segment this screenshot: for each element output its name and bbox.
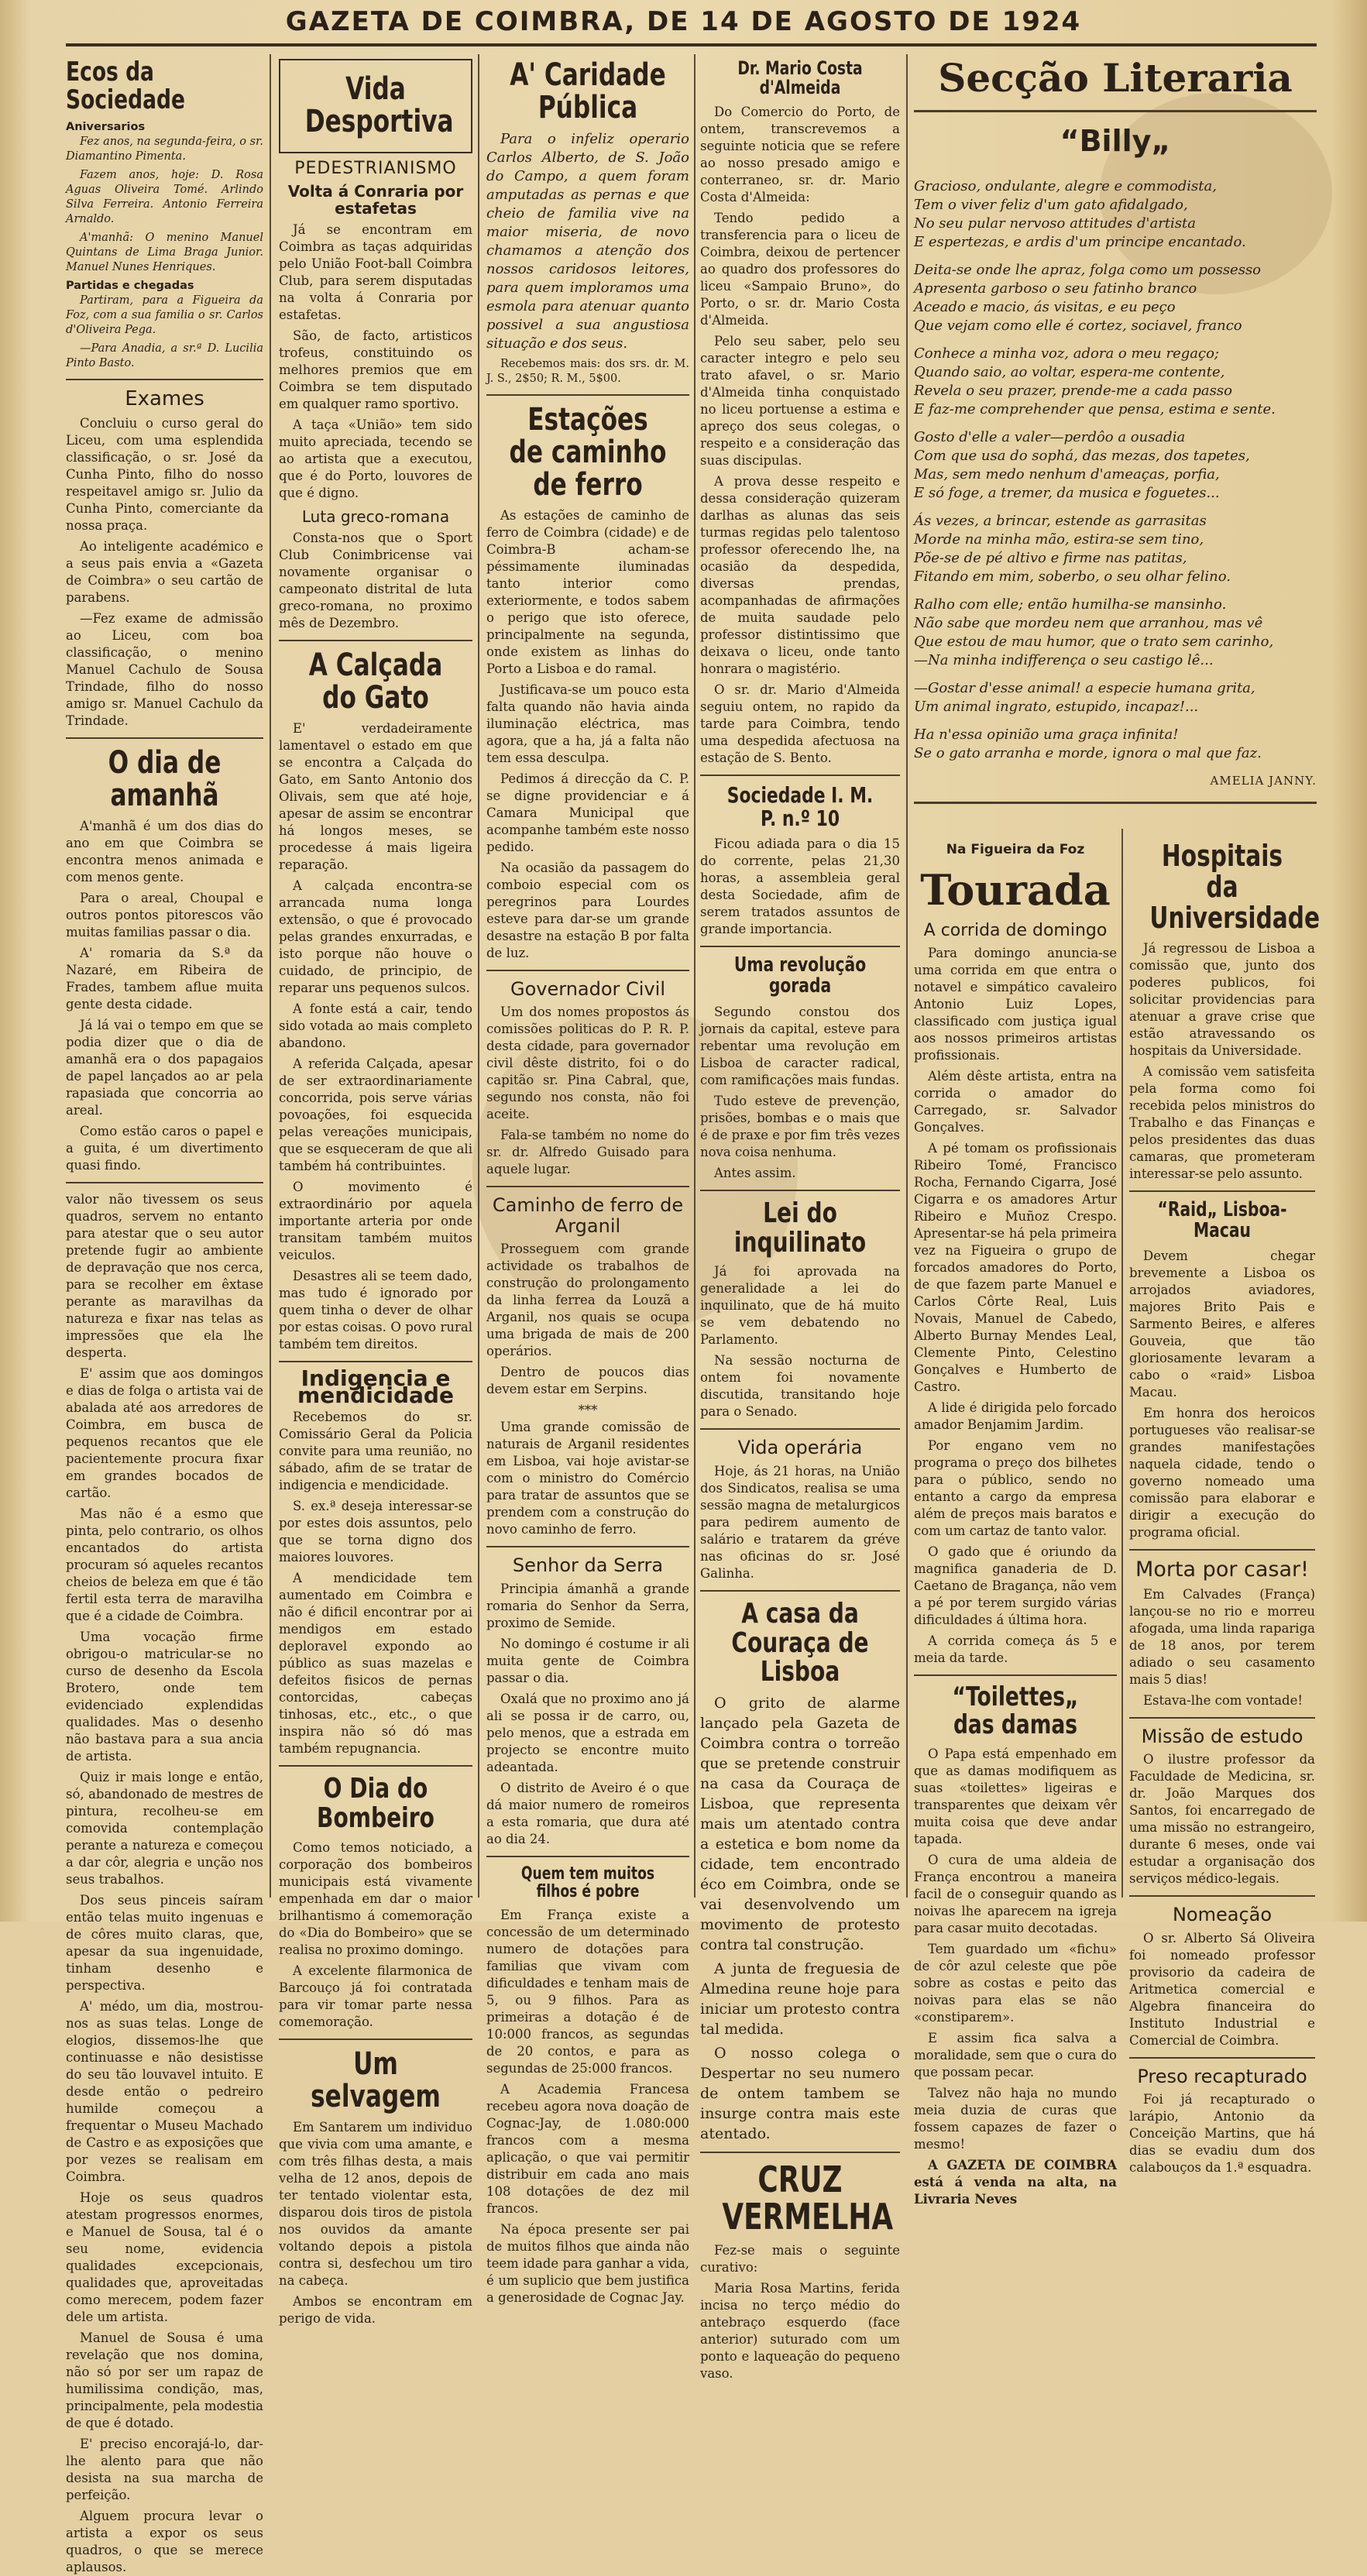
literary-section [914,54,1317,829]
divider [486,1186,689,1187]
paragraph: Para domingo anuncia-se uma corrida em que entra o notavel e simpático cavaleiro Antonio Luiz Lopes, classificado com justiça igual aos nossos primeiros artistas profissionais. [914,946,1117,1063]
paragraph: A excelente filarmonica de Barcouço já foi contratada para vir tomar parte nessa comemoração. [279,1963,472,2029]
headline-casa-couraca: A casa da Couraça de Lisboa [731,1597,869,1688]
paragraph: A prova desse respeito e dessa consideração quizeram darlhas as alunas das seis turmas regidas pelo talentoso professor oferecendo lhe, na ocasião da despedida, diversas prendas, acompanhadas de afirmações de muita saudade pelo professor distintissimo que deixava o liceu, onde tanto honrara o magistério. [700,474,900,677]
section-title-vida-desportiva: Vida Desportiva [304,71,454,139]
paragraph: A junta de freguesia de Almedina reune hoje para iniciar um protesto contra tal medida. [700,1960,900,2038]
headline-dia-bombeiro: O Dia do Bombeiro [317,1773,434,1834]
dateline-figueira: Na Figueira da Foz [946,842,1085,857]
headline-morta: Morta por casar! [1135,1558,1309,1582]
paragraph: Recebemos do sr. Comissário Geral da Policia convite para uma reunião, no sábado, afim de se tratar de indigencia e mendicidade. [279,1410,472,1493]
paragraph: A pé tomam os profissionais Ribeiro Tomé, Francisco Rocha, Fernando Cigarra, José Cigarra e os amadores Artur Ribeiro e Muñoz Crespo. Apresentar-se há pela primeira vez na Figueira o grupo de forcados amadores do Porto, de que fazem parte Manuel e Carlos Côrte Real, Luis Novais, Manuel de Cabedo, Alberto Burnay Mendes Leal, Clemente Pinto, Celestino Gonçalves e Humberto de Castro. [914,1141,1117,1395]
paragraph: Em Santarem um individuo que vivia com uma amante, e com três filhas desta, a mais velha de 12 anos, depois de ter tentado violentar esta, disparou dois tiros de pistola nos ouvidos da amante voltando depois a pistola contra si, desfechou um tiro na cabeça. [279,2119,472,2288]
headline-raid: “Raid„ Lisboa-Macau [1157,1197,1287,1242]
poem-line: —Gostar d'esse animal! a especie humana grita, [914,680,1255,696]
paragraph: O sr. dr. Mario d'Almeida seguiu ontem, no rapido da tarde para Coimbra, tendo uma despedida afectuosa na estação de S. Bento. [700,682,900,766]
column-divider [1121,829,1123,1898]
separator-stars: *** [578,1403,598,1418]
headline-missao: Missão de estudo [1141,1725,1303,1747]
paragraph: A lide é dirigida pelo forcado amador Benjamim Jardim. [914,1400,1117,1433]
headline-vida-operaria: Vida operária [737,1437,863,1459]
paragraph: O ilustre professor da Faculdade de Medicina, sr. dr. João Marques dos Santos, foi encarregado de uma missão no estrangeiro, durante 6 meses, onde vai estudar a organisação dos serviços médico-legais. [1129,1752,1315,1887]
paragraph: A mendicidade tem aumentado em Coimbra e não é dificil encontrar por ai mendigos em estado deploravel expondo ao público as suas mazelas e defeitos fisicos de pernas contorcidas, cabeças tinhosas, etc., etc., o que inspira não só dó mas também repugnancia. [279,1571,472,1757]
poem-line: Fitando em mim, soberbo, o seu olhar felino. [914,568,1231,585]
headline-luta: Luta greco-romana [301,507,450,527]
paragraph: Antes assim. [714,1165,796,1180]
subhead-aniversarios: Aniversarios [66,121,146,134]
paragraph: E assim fica salva a moralidade, sem que o cura do que possam pecar. [914,2030,1117,2080]
paragraph: Ao inteligente académico e a seus pais envia a «Gazeta de Coimbra» o seu cartão de parabens. [66,538,263,605]
paragraph: Por engano vem no programa o preço dos bilhetes para o público, sendo no entanto a cargo da empresa além de preços mais baratos e com um cartaz de tanto valor. [914,1438,1117,1539]
poem-stanza [914,596,1317,670]
divider [1129,1549,1315,1551]
headline-caridade: A' Caridade Pública [510,57,666,125]
paragraph: Para o infeliz operario Carlos Alberto, de S. João do Campo, a quem foram amputadas as pernas e que cheio de familia vive na maior miseria, de novo chamamos a atenção dos nossos caridosos leitores, para quem imploramos uma esmola para atenuar quanto possivel a sua angustiosa situação e dos seus. [486,131,689,352]
paragraph: Como temos noticiado, a corporação dos bombeiros municipais está vivamente empenhada em dar o maior brilhantismo á comemoração do «Dia do Bombeiro» que se realisa no proximo domingo. [279,1839,472,1957]
paragraph: Fazem anos, hoje: D. Rosa Aguas Oliveira Tomé. Arlindo Silva Ferreira. Antonio Ferreira Arnaldo. [66,169,263,226]
headline-hospitais: Hospitais da Universidade [1149,839,1321,935]
paragraph: O grito de alarme lançado pela Gazeta de Coimbra contra o torreão que se pretende construir na casa da Couraça de Lisboa, que representa mais um atentado contra a estetica e bom nome da cidade, tem encontrado éco em Coimbra, onde se vai desenvolvendo um movimento de protesto contra tal construção. [700,1695,900,1954]
subhead-partidas: Partidas e chegadas [66,280,194,293]
poem-line: Gosto d'elle a valer—perdôo a ousadia [914,429,1186,445]
paragraph: A'manhã: O menino Manuel Quintans de Lima Braga Junior. Manuel Nunes Henriques. [66,232,263,274]
section-box-vida-desportiva [279,59,472,153]
paragraph: Hoje os seus quadros atestam progressos enormes, e Manuel de Sousa, tal é o seu nome, evidencia qualidades excepcionais, qualidades que, aproveitadas como merecem, podem fazer dele um artista. [66,2190,263,2324]
poem-line: Com que usa do sophá, das mezas, dos tapetes, [914,448,1250,464]
paragraph: O distrito de Aveiro é o que dá maior numero de romeiros a esta romaria, que dura até ao dia 24. [486,1780,689,1846]
divider [486,394,689,396]
paragraph: A fonte está a cair, tendo sido votada ao mais completo abandono. [279,1001,472,1051]
divider [279,1361,472,1362]
paragraph: Segundo constou dos jornais da capital, esteve para rebentar uma revolução em Lisboa de caracter radical, com ramificações mais fundas. [700,1004,900,1087]
divider [279,2038,472,2040]
paragraph: A corrida começa ás 5 e meia da tarde. [914,1633,1117,1666]
paragraph: Alguem procura levar o artista a expor os seus quadros, o que se merece aplausos. [66,2508,263,2574]
column-6 [1129,836,1321,2176]
poem-stanza [914,345,1317,419]
paragraph: A comissão vem satisfeita pela forma como foi recebida pelos ministros do Trabalho e das Finanças e pelos presidentes das duas camaras, que prometeram interessar-se pelo assunto. [1129,1063,1315,1181]
paragraph: A Academia Francesa recebeu agora nova doação de Cognac-Jay, de 1.080:000 francos com a mesma aplicação, o que vai permitir distribuir em cada ano mais 108 dotações de dez mil francos. [486,2081,689,2216]
paragraph: Além dêste artista, entra na corrida o amador do Carregado, sr. Salvador Gonçalves. [914,1069,1117,1135]
headline-arganil: Caminho de ferro de Arganil [492,1194,684,1237]
paragraph: Dos seus pinceis saíram então telas muito ingenuas e de côres muito claras, que, apesar da sua ingenuidade, tinham desenho e perspectiva. [66,1892,263,1993]
paragraph: Como estão caros o papel e a guita, é um divertimento quasi findo. [66,1123,263,1173]
paragraph: Foi já recapturado o larápio, Antonio da Conceição Martins, que há dias se evadiu dum dos calabouços da 1.ª esquadra. [1129,2092,1315,2176]
poem-line: Que vejam como elle é cortez, sociavel, franco [914,318,1242,334]
column-divider [270,54,271,1898]
poem-line: Quando saio, ao voltar, espera-me contente, [914,364,1225,380]
paragraph: O sr. Alberto Sá Oliveira foi nomeado professor provisorio da cadeira de Aritmetica comercial e Algebra financeira do Instituto Industrial e Comercial de Coimbra. [1129,1930,1315,2048]
poem-line: Aceado e macio, ás visitas, e eu peço [914,299,1176,315]
subhead-pedestrianismo: PEDESTRIANISMO [294,159,457,178]
column-divider [694,54,696,1898]
paragraph: Desastres ali se teem dado, mas tudo é ignorado por quem tinha o dever de olhar por estas coisas. O povo rural também tem direitos. [279,1269,472,1352]
poem-line: Não sabe que mordeu nem que arranhou, mas vê [914,615,1263,631]
poem-line: —Na minha indifferença o seu castigo lê... [914,652,1214,668]
paragraph: Ambos se encontram em perigo de vida. [279,2293,472,2326]
paragraph: Uma vocação firme obrigou-o matricular-se no curso de desenho da Escola Brotero, onde tem evidenciado explendidas qualidades. Mas o desenho não bastava para a sua ancia de artista. [66,1629,263,1764]
paragraph: Partiram, para a Figueira da Foz, com a sua familia o sr. Carlos d'Oliveira Pega. [66,294,263,337]
divider [1129,1895,1315,1897]
paragraph: Fez anos, na segunda-feira, o sr. Diamantino Pimenta. [66,136,263,163]
paragraph: Talvez não haja no mundo meia duzia de curas que fossem capazes de fazer o mesmo! [914,2085,1117,2152]
paragraph: Na sessão nocturna de ontem foi novamente discutida, transitando hoje para o Senado. [700,1353,900,1420]
headline-indigencia: Indigencia e mendicidade [297,1365,454,1409]
paragraph: A' romaria da S.ª da Nazaré, em Ribeira de Frades, tambem aflue muita gente desta cidade. [66,945,263,1012]
poem-line: Ralho com elle; então humilha-se mansinho. [914,596,1227,613]
paragraph: Maria Rosa Martins, ferida incisa no terço médio do antebraço esquerdo (face anterior) suturado com um ponto e laqueação do pequeno vaso. [700,2280,900,2381]
paragraph: Já se encontram em Coimbra as taças adquiridas pelo União Foot-ball Coimbra Club, para serem disputadas na volta á Conraria por estafetas. [279,222,472,323]
paragraph: E' verdadeiramente lamentavel o estado em que se encontra a Calçada do Gato, em Santo Antonio dos Olivais, sem que até hoje, apesar de assim se encontrar há longos meses, se procedesse á mais ligeira reparação. [279,721,472,873]
paragraph: Fala-se também no nome do sr. dr. Alfredo Guisado para aquele lugar. [486,1128,689,1177]
poem-stanza [914,679,1317,716]
headline-calcada-gato: A Calçada do Gato [308,647,443,716]
paragraph: O nosso colega o Despertar no seu numero de ontem tambem se insurge contra mais este atentado. [700,2045,900,2143]
headline-governador: Governador Civil [510,978,665,1000]
poem-line: Revela o seu prazer, prende-me a cada passo [914,383,1232,399]
headline-exames: Exames [125,387,204,411]
divider [1129,1717,1315,1719]
poem-stanza [914,177,1317,252]
masthead-rule [66,43,1317,46]
poem-stanza [914,261,1317,335]
paragraph: Pedimos á direcção da C. P. se digne providenciar e á Camara Municipal que acompanhe também este nosso pedido. [486,771,689,854]
column-2 [279,54,472,2326]
divider [279,640,472,641]
paragraph: —Fez exame de admissão ao Liceu, com boa classificação, o menino Manuel Cachulo de Sousa Trindade, filho do nosso amigo sr. Manuel Cachulo da Trindade. [66,610,263,728]
poem-line: Conhece a minha voz, adora o meu regaço; [914,345,1219,362]
paragraph: Justificava-se um pouco esta falta quando não havia ainda iluminação eléctrica, mas agora, que a ha, já a falta não tem essa desculpa. [486,682,689,765]
column-5 [914,836,1117,2207]
poem-line: E faz-me comprehender que pensa, estima e sente. [914,401,1276,417]
paragraph: Tendo pedido a transferencia para o liceu de Coimbra, deixou de pertencer ao quadro dos professores do liceu «Sampaio Bruno», do Porto, o sr. dr. Mario Costa d'Almeida. [700,211,900,328]
column-divider [906,54,908,1898]
divider [66,379,263,380]
divider [66,737,263,739]
subhead-corrida: A corrida de domingo [923,921,1108,940]
paragraph: Em Calvades (França) lançou-se no rio e morreu afogada, uma linda rapariga de 18 anos, por terem adiado o seu casamento mais 5 dias! [1129,1586,1315,1687]
paragraph: Um dos nomes propostos ás comissões politicas do P. R. P. desta cidade, para governador civil dêste distrito, foi o do capitão sr. Pina Cabral, que, segundo nos consta, não foi aceite. [486,1005,689,1122]
paragraph: Na época presente ser pai de muitos filhos que ainda não teem idade para ganhar a vida, é um suplicio que bem justifica a generosidade de Cognac Jay. [486,2221,689,2305]
paragraph: A GAZETA DE COIMBRA está á venda na alta, na Livraria Neves [914,2157,1117,2207]
section-title-ecos: Ecos da Sociedade [66,57,185,115]
poem-stanza [914,428,1317,503]
paragraph: A referida Calçada, apesar de ser extraordinariamente concorrida, pois serve várias povoações, foi esquecida pelas vereações municipais, que se esqueceram de que ali também há contribuintes. [279,1056,472,1174]
paragraph: Em honra dos heroicos portugueses vão realisar-se grandes manifestações naquela cidade, tendo o governo nomeado uma comissão para elaborar e dirigir a execução do programa oficial. [1129,1406,1315,1540]
paragraph: Fez-se mais o seguinte curativo: [700,2242,900,2275]
section-title-literaria: Secção Literaria [938,55,1293,101]
headline-toilettes: “Toilettes„ das damas [952,1681,1079,1740]
headline-nomeacao: Nomeação [1172,1904,1273,1926]
poem-line: E só foge, a tremer, da musica e foguetes... [914,485,1220,501]
paragraph: Em França existe a concessão de um determinado numero de dotações para familias que vivam com dificuldades e tenham mais de 5, ou 9 filhos. Para as primeiras a dotação é de 10:000 francos, as segundas de 20 contos, e para as segundas de 25:000 francos. [486,1907,689,2076]
poem-line: Apresenta garboso o seu fatinho branco [914,280,1197,297]
paragraph: O cura de uma aldeia de França encontrou a maneira facil de o conseguir quando as noivas lhe aparecem na igreja para casar muito decotadas. [914,1852,1117,1935]
paragraph: O gado que é oriundo da magnifica ganaderia de D. Caetano de Bragança, não vem a pé por terem surgido várias dificuldades á última hora. [914,1544,1117,1628]
paragraph: Devem chegar brevemente a Lisboa os arrojados aviadores, majores Brito Pais e Sarmento Beires, e alferes Gouveia, que tão gloriosamente levaram a cabo o «raid» Lisboa Macau. [1129,1249,1315,1400]
paragraph: Oxalá que no proximo ano já ali se possa ir de carro, ou, pelo menos, que a estrada em projecto se encontre muito adeantada. [486,1691,689,1774]
headline-revolucao: Uma revolução gorada [733,953,867,998]
paragraph: Ficou adiada para o dia 15 do corrente, pelas 21,30 horas, a assembleia geral desta Sociedade, afim de serem tratados assuntos de grande importancia. [700,836,900,937]
poem-line: E espertezas, e ardis d'um principe encantado. [914,234,1246,250]
paragraph: A taça «União» tem sido muito apreciada, tecendo se ao artista que a executou, que é do Porto, louvores de que é digno. [279,417,472,501]
divider [914,802,1317,804]
paragraph: Pelo seu saber, pelo seu caracter integro e pelo seu trato afavel, o sr. Mario d'Almeida tinha conquistado no liceu portuense a estima e apreço dos seus colegas, o respeito e a consideração das suas discipulas. [700,334,900,469]
poem-line: Um animal ingrato, estupido, incapaz!... [914,699,1199,715]
paragraph: O movimento é extraordinário por aquela importante arteria por onde transitam também muitos veiculos. [279,1180,472,1263]
column-divider [478,54,479,1898]
poem-stanza [914,726,1317,763]
paragraph: Uma grande comissão de naturais de Arganil residentes em Lisboa, vai hoje avistar-se com o ministro do Comércio para tratar de assuntos que se prendem com a construção do novo caminho de ferro. [486,1420,689,1537]
headline-dia-amanha: O dia de amanhã [108,744,222,813]
poem-line: Ha n'essa opinião uma graça infinita! [914,726,1179,743]
paragraph: valor não tivessem os seus quadros, servem no entanto para atestar que o seu autor pretende fugir ao ambiente de depravação que nos cerca, para se recolher em êxtase perante as maravilhas da natureza e fixar nas telas as impressões que ela lhe desperta. [66,1191,263,1360]
paragraph: —Para Anadia, a sr.ª D. Lucilia Pinto Basto. [66,342,263,370]
headline-tourada: Tourada [920,865,1111,915]
divider [486,1546,689,1547]
poem-line: Ás vezes, a brincar, estende as garrasitas [914,513,1207,529]
paragraph: Principia ámanhã a grande romaria do Senhor da Serra, proximo de Semide. [486,1581,689,1630]
paragraph: Já foi aprovada na generalidade a lei do inquilinato, que de há muito se vem debatendo no Parlamento. [700,1264,900,1348]
paragraph: Dentro de poucos dias devem estar em Serpins. [486,1365,689,1397]
headline-sociedade: Sociedade I. M. P. n.º 10 [726,782,874,831]
paragraph: No domingo é costume ir ali muita gente de Coimbra passar o dia. [486,1636,689,1685]
headline-cruz-vermelha: CRUZ VERMELHA [722,2159,894,2238]
divider [66,1182,263,1183]
poem-line: Tem o viver feliz d'um gato afidalgado, [914,197,1188,213]
paragraph: Já lá vai o tempo em que se podia dizer que o dia de amanhã era o dos papagaios de papel lançados ao ar pela rapasiada que concorria ao areal. [66,1017,263,1118]
paragraph: Prosseguem com grande actividade os trabalhos de construção do prolongamento da linha ferrea da Louzã a Arganil, nos quais se ocupa uma brigada de mais de 200 operários. [486,1242,689,1359]
column-1 [66,54,263,2574]
paragraph: Tudo esteve de prevenção, prisões, bombas e o mais que é de praxe e por fim três vezes nova coisa nenhuma. [700,1093,900,1159]
divider [700,1590,900,1592]
divider [1129,1190,1315,1192]
paragraph: Recebemos mais: dos srs. dr. M. J. S., 2$50; R. M., 5$00. [486,358,689,385]
paragraph: Quiz ir mais longe e então, só, abandonado de mestres de pintura, recolheu-se em comovida contemplação perante a natureza e começou a dar côr, alegria e unção nos seus trabalhos. [66,1769,263,1887]
poem-line: Morde na minha mão, estira-se sem tino, [914,531,1204,548]
divider [700,1190,900,1191]
poem-line: Que estou de mau humor, que o trato sem carinho, [914,634,1274,650]
headline-estacoes: Estações de caminho de ferro [509,402,667,503]
column-4 [700,54,900,2381]
paragraph: Hoje, ás 21 horas, na União dos Sindicatos, realisa se uma sessão magna de metalurgicos para pedirem aumento de salário e tratarem da gréve nas oficinas do sr. José Galinha. [700,1463,900,1581]
paragraph: As estações de caminho de ferro de Coimbra (cidade) e de Coimbra-B acham-se péssimamente iluminadas tanto interior como exteriormente, e todos sabem o perigo que isto oferece, principalmente na segunda, onde existem as linhas do Porto a Lisboa e do ramal. [486,508,689,676]
headline-senhor-serra: Senhor da Serra [512,1554,664,1577]
headline-selvagem: Um selvagem [311,2045,441,2114]
poem-author: AMELIA JANNY. [1210,774,1317,788]
paragraph: Consta-nos que o Sport Club Conimbricense vai novamente organisar o campeonato distrital de luta greco-romana, no proximo mês de Dezembro. [279,531,472,631]
divider [1129,2057,1315,2059]
paragraph: Mas não é a esmo que pinta, pelo contrario, os olhos encantados do artista procuram só aqueles recantos cheios de beleza em que é tão fertil esta terra de maravilha que é a cidade de Coimbra. [66,1506,263,1623]
poem-stanza [914,512,1317,586]
headline-mario-costa: Dr. Mario Costa d'Almeida [737,57,863,99]
paragraph: São, de facto, artisticos trofeus, constituindo os melhores premios que em Coimbra se tem disputado em qualquer ramo sportivo. [279,328,472,412]
divider [700,1428,900,1430]
masthead: GAZETA DE COIMBRA, DE 14 DE AGOSTO DE 1924 [285,6,1082,37]
paragraph: E' assim que aos domingos e dias de folga o artista vai de abalada até aos arredores de Coimbra, em busca de pequenos recantos que ele pacientemente procura fixar em grandes bocados de cartão. [66,1365,263,1500]
headline-volta-conraria: Volta á Conraria por estafetas [287,182,464,218]
poem-line: No seu pular nervoso attitudes d'artista [914,215,1197,232]
headline-muitos-filhos: Quem tem muitos filhos é pobre [520,1863,655,1901]
divider [700,775,900,776]
headline-inquilinato: Lei do inquilinato [733,1197,867,1259]
poem [914,177,1317,763]
divider [914,110,1317,112]
poem-line: Mas, sem medo nenhum d'ameaças, porfia, [914,466,1220,483]
divider [486,1856,689,1857]
headline-preso: Preso recapturado [1137,2065,1307,2087]
divider [914,1674,1117,1676]
paragraph: Do Comercio do Porto, de ontem, transcrevemos a seguinte noticia que se refere ao nosso presado amigo e conterraneo, sr. dr. Mario Costa d'Almeida: [700,105,900,205]
column-3 [486,54,689,2305]
paragraph: A calçada encontra-se arrancada numa longa extensão, o que é provocado pelas grandes enxurradas, e isto porque não houve o cuidado, de principio, de reparar uns pequenos sulcos. [279,878,472,996]
poem-line: Gracioso, ondulante, alegre e commodista, [914,178,1217,194]
divider [279,1765,472,1767]
paragraph: A' médo, um dia, mostrou-nos as suas telas. Longe de elogios, dissemos-lhe que continuasse e não desistisse do seu tão louvavel intuito. E desde então o pedreiro humilde começou a frequentar o Museu Machado de Castro e as exposições que por vezes se realisam em Coimbra. [66,1998,263,2184]
poem-title: “Billy„ [1060,124,1171,158]
paragraph: O Papa está empenhado em que as damas modifiquem as suas «toilettes» ligeiras e transparentes que deixam vêr muita coisa que deve andar tapada. [914,1746,1117,1846]
poem-line: Se o gato arranha e morde, ignora o mal que faz. [914,745,1262,761]
poem-line: Põe-se de pé altivo e firme nas patitas, [914,550,1187,566]
paragraph: Concluiu o curso geral do Liceu, com uma esplendida classificação, o sr. José da Cunha Pinto, filho do nosso respeitavel amigo sr. Julio da Cunha Pinto, comerciante da nossa praça. [66,415,263,533]
paragraph: Para o areal, Choupal e outros pontos pitorescos vão muitas familias passar o dia. [66,890,263,939]
paragraph: Tem guardado um «fichu» de côr azul celeste que põe sobre as costas e peito das noivas para elas se não «constiparem». [914,1941,1117,2025]
divider [700,946,900,947]
paragraph: S. ex.ª deseja interessar-se por estes dois assuntos, pelo que se torna digno dos maiores louvores. [279,1499,472,1565]
divider [486,970,689,971]
paragraph: Manuel de Sousa é uma revelação que nos domina, não só por ser um rapaz de humilissima condição, mas, principalmente, pela modestia de que é dotado. [66,2330,263,2430]
poem-line: Deita-se onde lhe apraz, folga como um possesso [914,262,1262,278]
paragraph: Já regressou de Lisboa a comissão que, junto dos poderes publicos, foi solicitar providencias para atenuar a grave crise que estão atravessando os hospitais da Universidade. [1129,940,1315,1058]
paragraph: Estava-lhe com vontade! [1143,1692,1303,1708]
paragraph: E' preciso encorajá-lo, dar-lhe alento para que não desista na sua marcha de perfeição. [66,2436,263,2502]
divider [700,2152,900,2153]
paragraph: Na ocasião da passagem do comboio especial com os peregrinos para Lourdes esteve para dar-se um grande desastre na estação B por falta de luz. [486,860,689,960]
paragraph: A'manhã é um dos dias do ano em que Coimbra se encontra menos animada e com menos gente. [66,818,263,884]
